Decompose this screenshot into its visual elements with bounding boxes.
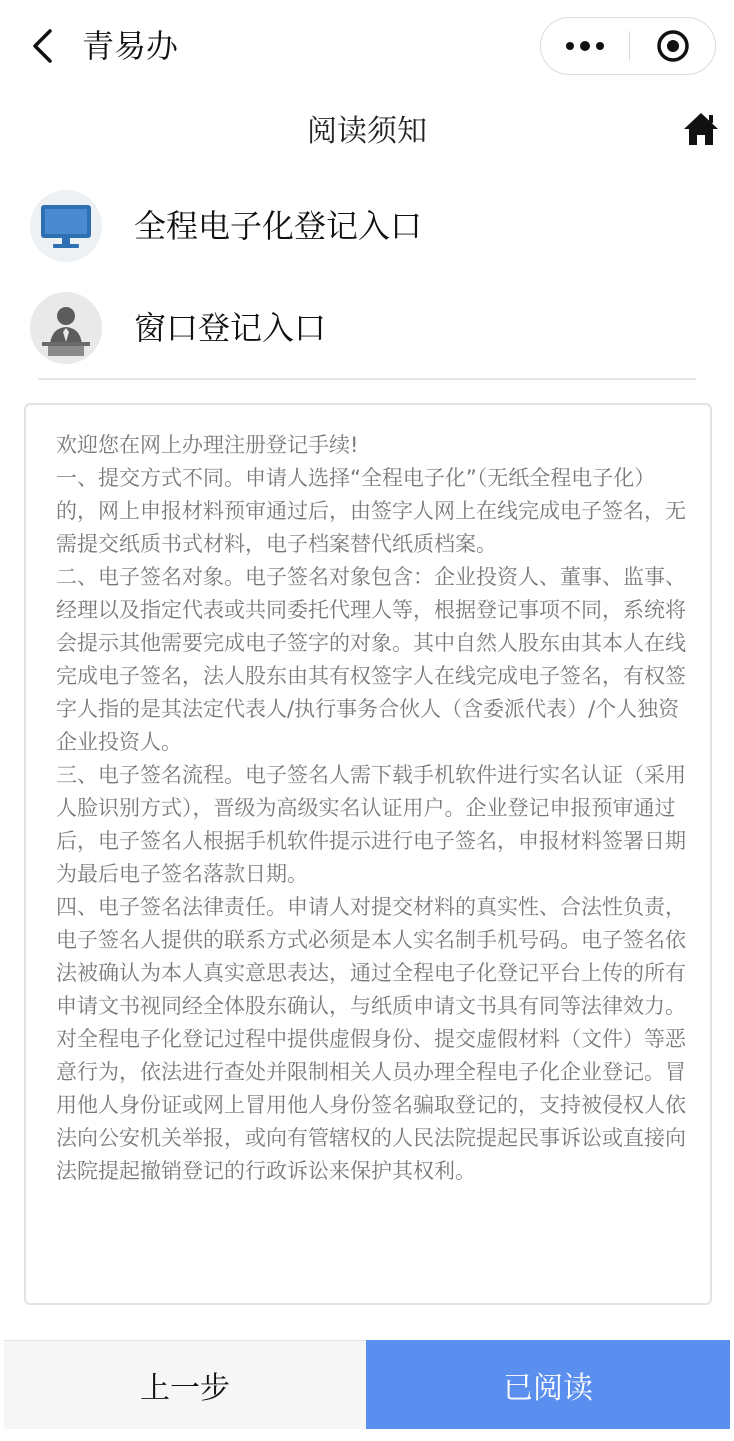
online-registration-label: 全程电子化登记入口 (134, 207, 423, 245)
window-registration-entry[interactable] (30, 286, 710, 370)
app-title: 青易办 (82, 27, 179, 65)
have-read-button[interactable]: 已阅读 (366, 1340, 730, 1429)
mini-program-nav-bar (0, 0, 734, 92)
capsule-menu (540, 17, 716, 75)
close-button[interactable] (630, 18, 716, 74)
target-close-icon (656, 29, 690, 63)
previous-step-button[interactable]: 上一步 (4, 1340, 366, 1429)
home-icon (682, 110, 720, 148)
more-button[interactable] (541, 18, 629, 74)
clerk-person-icon (30, 292, 102, 364)
online-registration-entry[interactable] (30, 184, 710, 268)
back-button[interactable] (22, 22, 62, 70)
notice-text: 欢迎您在网上办理注册登记手续! 一、提交方式不同。申请人选择“全程电子化”（无纸全程电子化）的，网上申报材料预审通过后，由签字人网上在线完成电子签名，无需提交纸质书式材料，电子档案替代纸质档案。 二、电子签名对象。电子签名对象包含：企业投资人、董事、监事、经理以及指定代表或共同委托代理人等，根据登记事项不同，系统将会提示其他需要完成电子签字的对象。其中自然人股东由其本人在线完成电子签名，法人股东由其有权签字人在线完成电子签名，有权签字人指的是其法定代表人/执行事务合伙人（含委派代表）/个人独资企业投资人。 三、电子签名流程。电子签名人需下载手机软件进行实名认证（采用人脸识别方式），晋级为高级实名认证用户。企业登记申报预审通过后，电子签名人根据手机软件提示进行电子签名，申报材料签署日期为最后电子签名落款日期。 四、电子签名法律责任。申请人对提交材料的真实性、合法性负责，电子签名人提供的联系方式必须是本人实名制手机号码。电子签名依法被确认为本人真实意思表达，通过全程电子化登记平台上传的所有申请文书视同经全体股东确认，与纸质申请文书具有同等法律效力。对全程电子化登记过程中提供虚假身份、提交虚假材料（文件）等恶意行为，依法进行查处并限制相关人员办理全程电子化企业登记。冒用他人身份证或网上冒用他人身份签名骗取登记的，支持被侵权人依法向公安机关举报，或向有管辖权的人民法院提起民事诉讼或直接向法院提起撤销登记的行政诉讼来保护其权利。 (56, 433, 686, 1183)
home-button[interactable] (682, 110, 720, 150)
clerk-icon-badge (30, 292, 102, 364)
computer-icon-badge (30, 190, 102, 262)
notice-box[interactable] (24, 403, 712, 1305)
computer-monitor-icon (39, 202, 93, 250)
window-registration-label: 窗口登记入口 (134, 309, 327, 347)
chevron-left-icon (30, 28, 54, 64)
section-divider (38, 378, 696, 380)
page-title: 阅读须知 (307, 114, 427, 149)
more-dots-icon (565, 40, 605, 52)
